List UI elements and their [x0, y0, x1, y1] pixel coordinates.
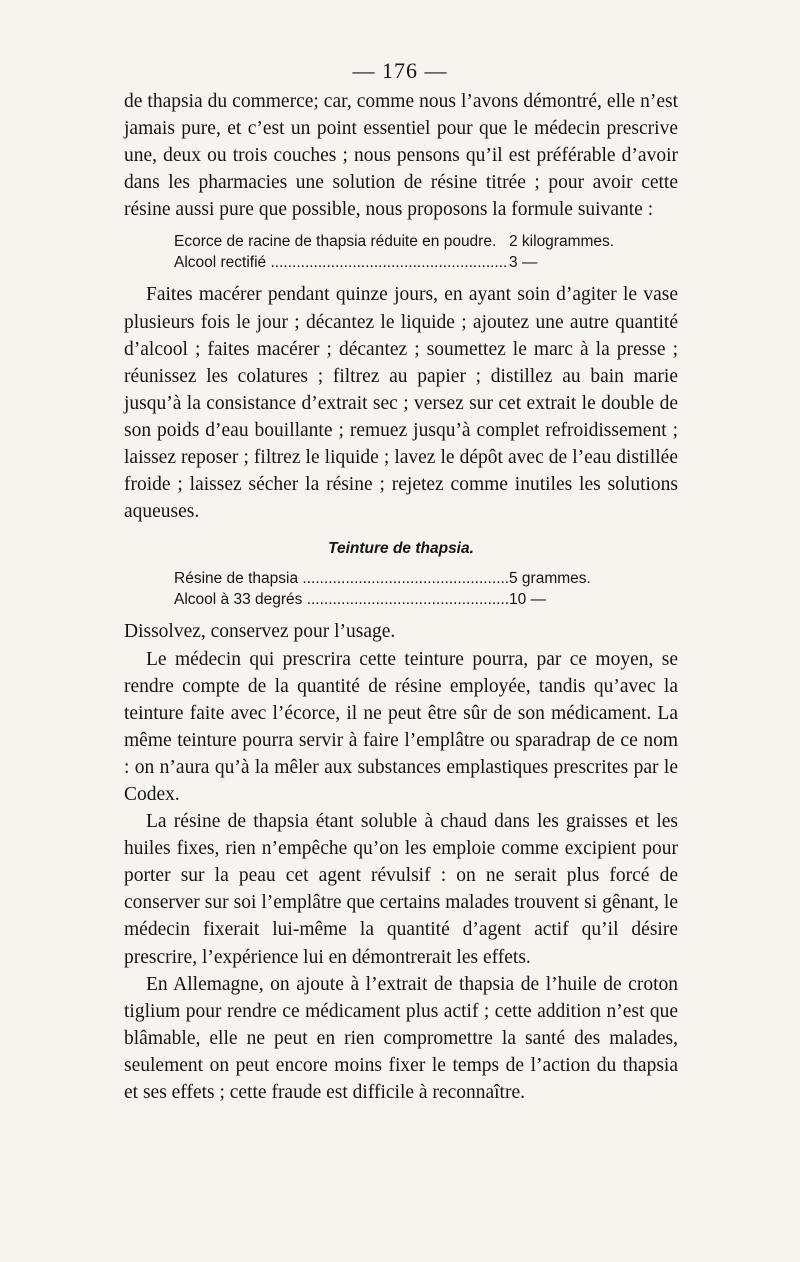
ingredient-name: Résine de thapsia	[174, 570, 299, 588]
formula-tincture	[174, 568, 678, 610]
ingredient-name: Alcool à 33 degrés	[174, 591, 303, 609]
section-title: Teinture de thapsia.	[328, 540, 474, 558]
leader-dots	[302, 591, 509, 608]
paragraph-dissolve: Dissolvez, conservez pour l’usage.	[124, 621, 396, 643]
ingredient-name: Ecorce de racine de thapsia réduite en poudre.	[174, 233, 497, 251]
text-body	[124, 88, 678, 1106]
formula-row	[174, 252, 678, 273]
formula-resin	[174, 231, 678, 273]
ingredient-name: Alcool rectifié	[174, 254, 267, 272]
ingredient-quantity: 3 —	[509, 254, 538, 272]
ingredient-quantity: 10 —	[509, 591, 547, 609]
ingredient-quantity: 5 grammes.	[509, 570, 591, 588]
paragraph-solubility: La résine de thapsia étant soluble à chaud dans les graisses et les huiles fixes, rien n’empêche qu’on les emploie comme excipient pour porter sur la peau cet agent révulsif : on ne serait plus forcé de conserver sur soi l’emplâtre que certains malades trouvent si gênant, le médecin fixerait lui-même la quantité d’agent actif qu’il désire prescrire, l’expérience lui en démontrerait les effets.	[124, 811, 678, 968]
paragraph-physician: Le médecin qui prescrira cette teinture pourra, par ce moyen, se rendre compte de la quantité de résine employée, tandis qu’avec la teinture faite avec l’écorce, il ne peut être sûr de son médicament. La même teinture pourra servir à faire l’emplâtre ou sparadrap de ce nom : on n’aura qu’à la mêler aux substances emplastiques prescrites par le Codex.	[124, 648, 678, 805]
leader-dots	[298, 570, 509, 587]
formula-row	[174, 589, 678, 610]
formula-row	[174, 568, 678, 589]
paragraph-intro: de thapsia du commerce; car, comme nous l’avons démontré, elle n’est jamais pure, et c’est un point essentiel pour que le médecin prescrive une, deux ou trois couches ; nous pensons qu’il est préférable d’avoir dans les pharmacies une solution de résine titrée ; pour avoir cette résine aussi pure que possible, nous proposons la formule suivante :	[124, 91, 678, 221]
formula-row	[174, 231, 678, 252]
paragraph-germany: En Allemagne, on ajoute à l’extrait de thapsia de l’huile de croton tiglium pour rendre ce médicament plus actif ; cette addition n’est que blâmable, elle ne peut en rien compromettre la santé des malades, seulement on peut encore moins fixer le temps de l’action du thapsia et ses effets ; cette fraude est difficile à reconnaître.	[124, 973, 678, 1103]
paragraph-procedure: Faites macérer pendant quinze jours, en ayant soin d’agiter le vase plusieurs fois le jour ; décantez le liquide ; ajoutez une autre quantité d’alcool ; faites macérer ; décantez ; soumettez le marc à la presse ; réunissez les colatures ; filtrez au papier ; distillez au bain marie jusqu’à la consistance d’extrait sec ; versez sur cet extrait le double de son poids d’eau bouillante ; remuez jusqu’à complet refroidissement ; laissez reposer ; filtrez le liquide ; lavez le dépôt avec de l’eau distillée froide ; laissez sécher la résine ; rejetez comme inutiles les solutions aqueuses.	[124, 284, 678, 523]
ingredient-quantity: 2 kilogrammes.	[509, 233, 615, 251]
page-number: — 176 —	[352, 58, 448, 83]
leader-dots	[266, 254, 509, 271]
